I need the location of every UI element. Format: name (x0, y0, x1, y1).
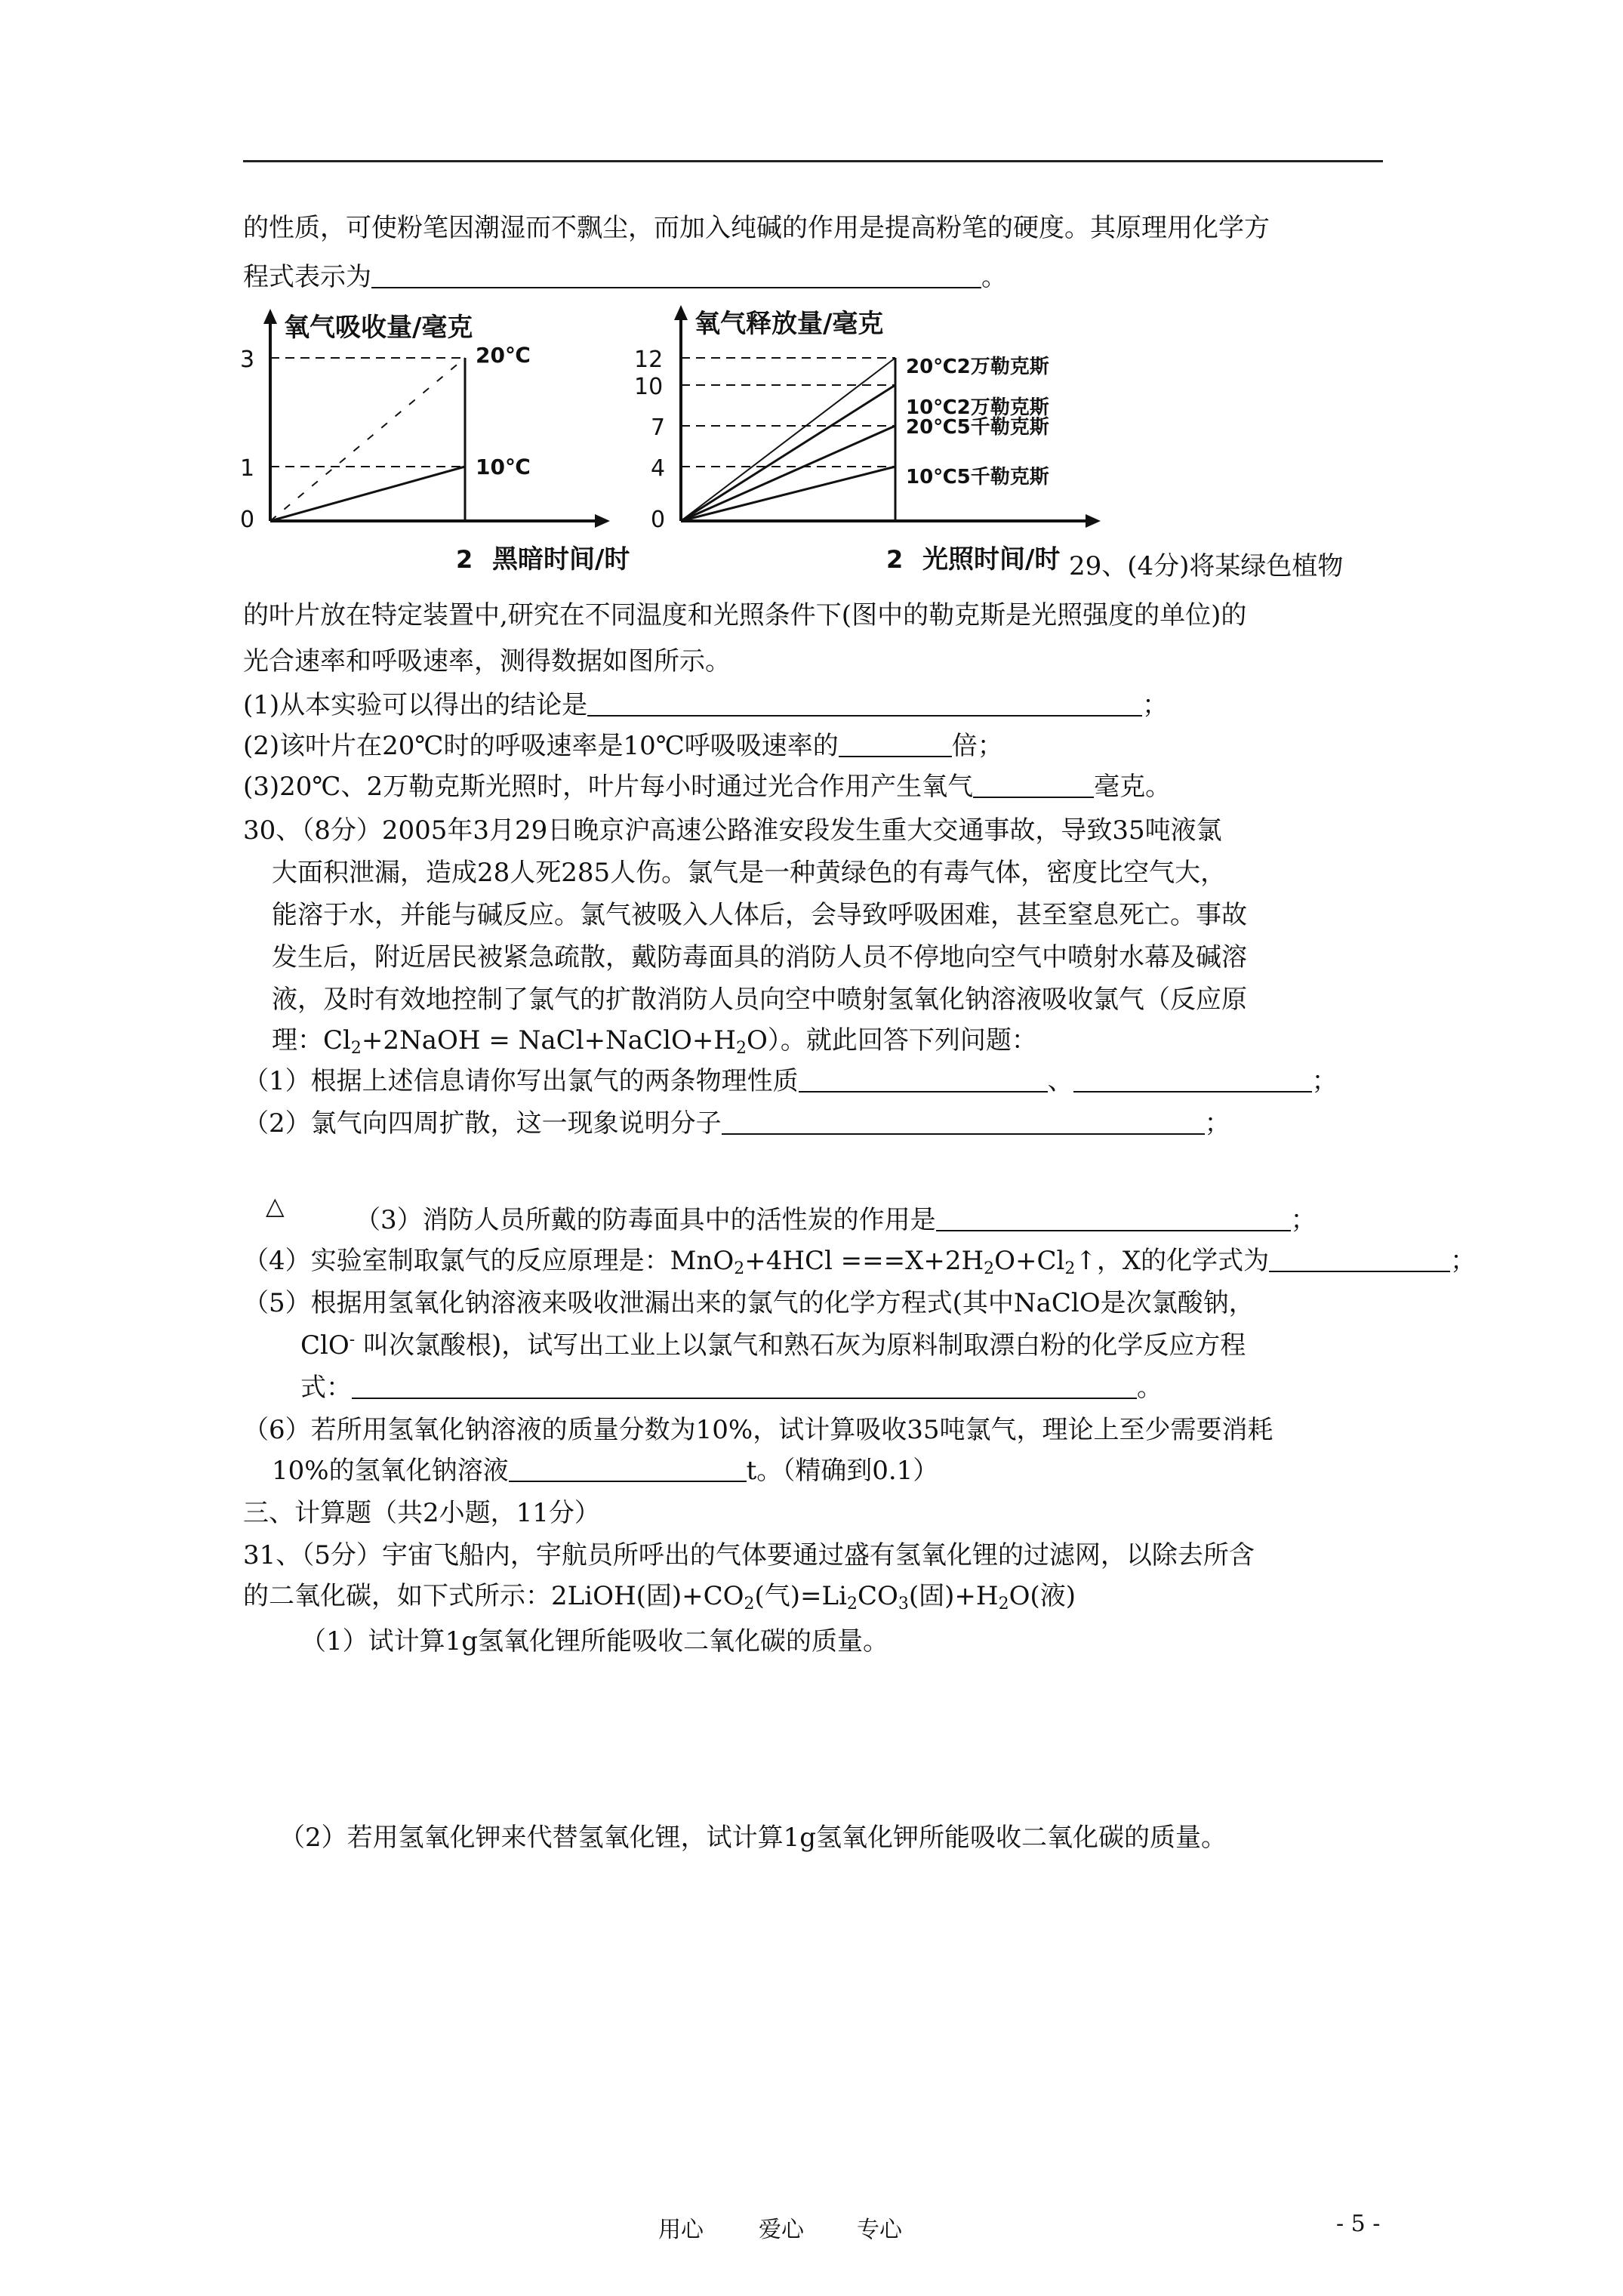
q29-part-1-end: ； (1142, 690, 1169, 720)
q30-part-5-end: 。 (1137, 1373, 1163, 1403)
series-line (681, 467, 895, 521)
q31-part-2: （2）若用氢氧化钾来代替氢氧化锂，试计算1g氢氧化钾所能吸收二氧化碳的质量。 (279, 1823, 1227, 1853)
subscript: 2 (735, 1039, 747, 1058)
clo-formula: ClO (300, 1330, 350, 1361)
origin-label: 0 (240, 507, 255, 533)
q30-part-6-line-1: （6）若所用氢氧化钠溶液的质量分数为10%，试计算吸收35吨氯气，理论上至少需要消耗 (243, 1415, 1273, 1445)
y-tick-label: 12 (634, 347, 664, 373)
x-axis-arrow-icon (595, 514, 610, 528)
answer-blank-q30-1a[interactable] (799, 1064, 1048, 1093)
y-axis-label: 氧气释放量/毫克 (694, 309, 884, 339)
q30-part-1 (243, 1063, 1390, 1099)
header-rule (243, 160, 1383, 162)
q30-part-2-text: （2）氯气向四周扩散，这一现象说明分子 (243, 1108, 722, 1139)
q29-heading: 29、(4分)将某绿色植物 (1069, 551, 1344, 581)
q30-part-5-text: 叫次氯酸根)，试写出工业上以氯气和熟石灰为原料制取漂白粉的化学反应方程 (363, 1330, 1246, 1361)
origin-label: 0 (651, 507, 666, 533)
q30-formula-part: O）。就此回答下列问题： (746, 1025, 1037, 1056)
y-axis-arrow-icon (674, 305, 688, 320)
subscript: 2 (734, 1259, 745, 1278)
x-tick-label: 2 (456, 545, 473, 574)
series-line (681, 385, 895, 521)
q29-line-2: 光合速率和呼吸速率，测得数据如图所示。 (243, 646, 731, 676)
text-line-2-lead: 程式表示为 (243, 262, 371, 292)
answer-blank-q30-3[interactable] (936, 1203, 1291, 1231)
series-label: 20℃ (476, 343, 531, 368)
q31-equation-part: (气)=Li (754, 1581, 847, 1611)
q30-part-6-text: 10%的氢氧化钠溶液 (272, 1456, 509, 1486)
answer-blank-q30-4[interactable] (1269, 1244, 1450, 1272)
text-line-1: 的性质，可使粉笔因潮湿而不飘尘，而加入纯碱的作用是提高粉笔的硬度。其原理用化学方 (243, 213, 1270, 243)
q30-part-1-sep: 、 (1047, 1066, 1073, 1096)
q30-part-6-line-2 (272, 1453, 1419, 1489)
q30-line-6 (272, 1022, 1419, 1059)
subscript: 3 (898, 1595, 909, 1613)
q31-part-1: （1）试计算1g氢氧化锂所能吸收二氧化碳的质量。 (300, 1626, 889, 1657)
q30-part-4-text: O+Cl (994, 1246, 1065, 1276)
q31-equation-part: (固)+H (908, 1581, 999, 1611)
q30-part-4-text: +4HCl ===X+2H (744, 1246, 984, 1276)
q30-part-3-text: （3）消防人员所戴的防毒面具中的活性炭的作用是 (355, 1205, 936, 1235)
q30-part-5-label: 式： (300, 1373, 352, 1403)
answer-blank-q29-1[interactable] (587, 688, 1142, 717)
answer-blank-q29-3[interactable] (973, 769, 1094, 798)
q30-part-5-line-1: （5）根据用氢氧化钠溶液来吸收泄漏出来的氯气的化学方程式(其中NaClO是次氯酸钠， (243, 1288, 1255, 1318)
y-axis-arrow-icon (263, 309, 277, 324)
q30-part-3-end: ； (1290, 1205, 1317, 1235)
y-tick-label: 1 (240, 455, 255, 482)
q29-part-2-end: 倍； (951, 731, 1003, 761)
subscript: 2 (350, 1039, 362, 1058)
answer-blank-equation[interactable] (371, 260, 981, 288)
q30-line-3: 能溶于水，并能与碱反应。氯气被吸入人体后，会导致呼吸困难，甚至窒息死亡。事故 (272, 900, 1247, 930)
subscript: 2 (847, 1595, 858, 1613)
footer-text-3: 专心 (857, 2217, 902, 2243)
q30-line-1: 30、（8分）2005年3月29日晚京沪高速公路淮安段发生重大交通事故，导致35吨液氯 (243, 815, 1222, 846)
x-axis-label: 光照时间/时 (922, 544, 1061, 575)
x-axis-arrow-icon (1086, 514, 1101, 528)
series-line (270, 467, 465, 521)
subscript: 2 (744, 1595, 755, 1613)
answer-blank-q29-2[interactable] (839, 729, 952, 757)
chart-oxygen-absorption (240, 309, 630, 575)
superscript: - (349, 1330, 356, 1349)
oxygen-charts (240, 302, 1104, 581)
q29-line-1: 的叶片放在特定装置中,研究在不同温度和光照条件下(图中的勒克斯是光照强度的单位)的 (243, 600, 1247, 630)
series-label: 20℃2万勒克斯 (906, 356, 1049, 378)
q30-formula-part: +2NaOH = NaCl+NaClO+H (361, 1025, 736, 1056)
q30-part-1-end: ； (1311, 1066, 1338, 1096)
q29-part-3 (243, 769, 1390, 805)
subscript: 2 (984, 1259, 995, 1278)
answer-blank-q30-6[interactable] (509, 1453, 747, 1482)
q29-part-1 (243, 687, 1390, 723)
q30-part-4-text: ↑，X的化学式为 (1075, 1246, 1270, 1276)
series-label: 10℃2万勒克斯 (906, 396, 1049, 419)
series-label: 20℃5千勒克斯 (906, 416, 1049, 439)
y-axis-label: 氧气吸收量/毫克 (284, 313, 473, 343)
q29-part-3-end: 毫克。 (1094, 772, 1172, 802)
page-number: - 5 - (1336, 2211, 1381, 2237)
q31-line-1: 31、（5分）宇宙飞船内，宇航员所呼出的气体要通过盛有氢氧化锂的过滤网，以除去所含 (243, 1540, 1255, 1570)
q30-part-5-line-2 (300, 1327, 1448, 1364)
heat-triangle-symbol: △ (266, 1191, 285, 1220)
answer-blank-q30-2[interactable] (722, 1106, 1205, 1135)
section-3-heading: 三、计算题（共2小题，11分） (243, 1498, 600, 1528)
q30-part-4-text: （4）实验室制取氯气的反应原理是：MnO (243, 1246, 735, 1276)
x-axis-label: 黑暗时间/时 (492, 544, 630, 575)
q29-part-2-text: (2)该叶片在20℃时的呼吸速率是10℃呼吸吸速率的 (243, 731, 839, 761)
q30-part-1-text: （1）根据上述信息请你写出氯气的两条物理性质 (243, 1066, 799, 1096)
q29-part-2 (243, 728, 1390, 764)
y-tick-label: 10 (634, 374, 664, 400)
answer-blank-q30-5[interactable] (352, 1370, 1137, 1399)
y-tick-label: 7 (651, 415, 666, 441)
q31-equation-part: O(液) (1009, 1581, 1076, 1611)
q30-line-4: 发生后，附近居民被紧急疏散，戴防毒面具的消防人员不停地向空气中喷射水幕及碱溶 (272, 942, 1247, 972)
q29-part-1-text: (1)从本实验可以得出的结论是 (243, 690, 588, 720)
q30-part-4 (243, 1243, 1477, 1279)
q30-formula-part: 理：Cl (272, 1025, 351, 1056)
series-line (270, 358, 465, 521)
subscript: 2 (998, 1595, 1009, 1613)
footer-text-2: 爱心 (759, 2217, 804, 2243)
series-label: 10℃5千勒克斯 (906, 466, 1049, 488)
q30-part-5-line-3 (300, 1370, 1448, 1406)
subscript: 2 (1064, 1259, 1076, 1278)
q30-part-4-end: ； (1450, 1246, 1477, 1276)
q30-line-5: 液，及时有效地控制了氯气的扩散消防人员向空中喷射氢氧化钠溶液吸收氯气（反应原 (272, 985, 1247, 1015)
q30-line-2: 大面积泄漏，造成28人死285人伤。氯气是一种黄绿色的有毒气体，密度比空气大， (272, 858, 1227, 888)
series-label: 10℃ (476, 455, 531, 479)
q31-equation-part: 的二氧化碳，如下式所示：2LiOH(固)+CO (243, 1581, 744, 1611)
chart-oxygen-release (634, 305, 1101, 575)
footer-text-1: 用心 (658, 2217, 704, 2243)
q31-line-2 (243, 1578, 1390, 1614)
text-line-2-end: 。 (981, 262, 1007, 292)
answer-blank-q30-1b[interactable] (1073, 1064, 1312, 1093)
text-line-2 (243, 259, 1390, 295)
q30-part-2 (243, 1105, 1390, 1142)
q31-equation-part: CO (858, 1581, 898, 1611)
q30-part-3 (355, 1202, 1502, 1238)
x-tick-label: 2 (886, 545, 904, 574)
y-tick-label: 4 (651, 455, 666, 482)
q30-part-2-end: ； (1204, 1108, 1230, 1139)
q29-part-3-text: (3)20℃、2万勒克斯光照时，叶片每小时通过光合作用产生氧气 (243, 772, 974, 802)
y-tick-label: 3 (240, 347, 255, 373)
q30-part-6-end: t。（精确到0.1） (746, 1456, 939, 1486)
